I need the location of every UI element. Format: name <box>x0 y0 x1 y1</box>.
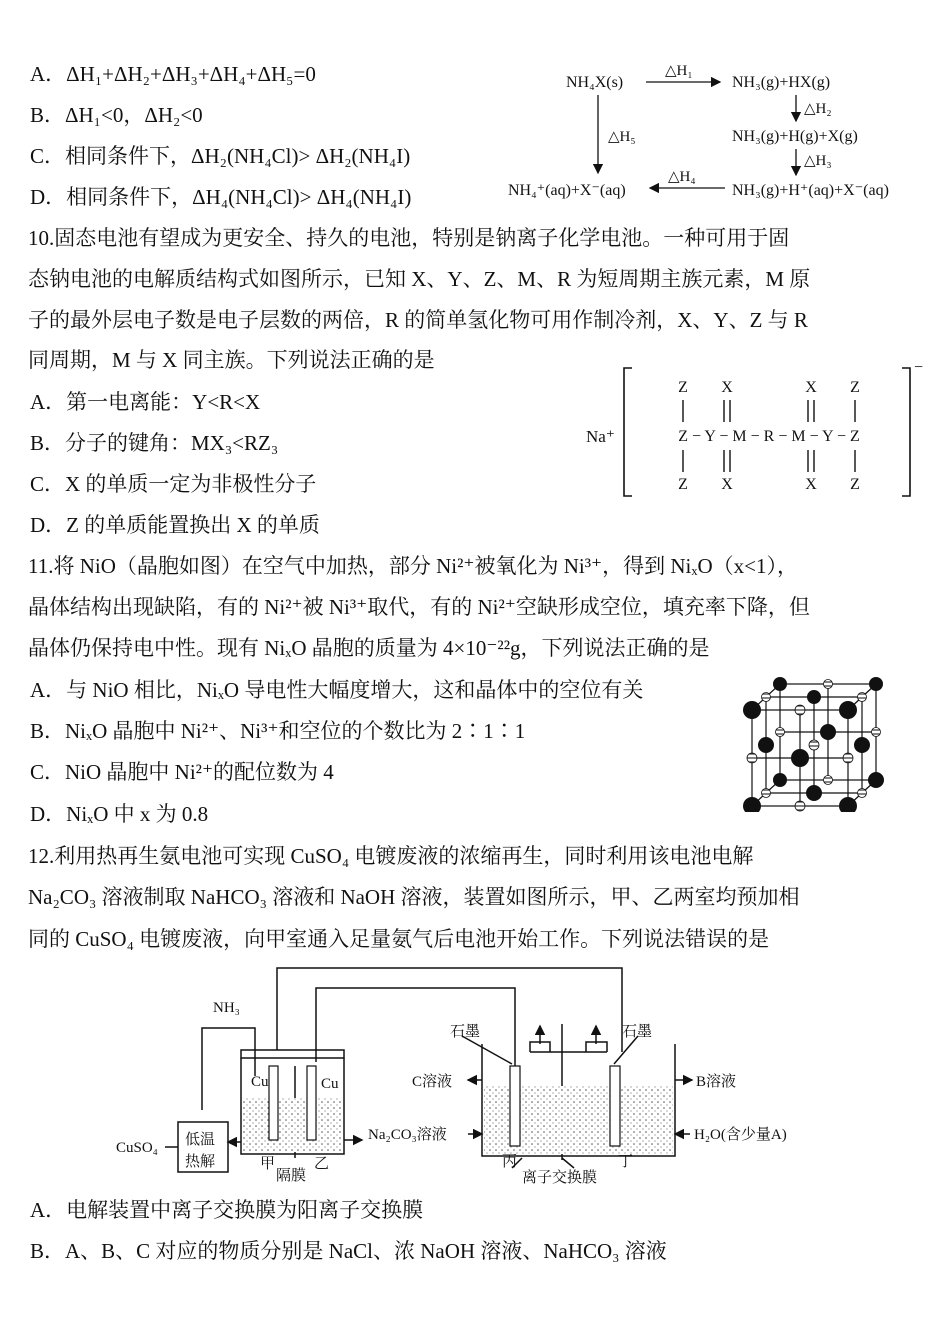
q9-option-d: D．相同条件下，ΔH₄(NH₄Cl)> ΔH₄(NH₄I) <box>30 185 412 209</box>
label-membrane: 隔膜 <box>276 1168 307 1184</box>
q11-option-a: A．与 NiO 相比，NiₓO 导电性大幅度增大，这和晶体中的空位有关 <box>30 678 644 702</box>
q11-option-c: C．NiO 晶胞中 Ni²⁺的配位数为 4 <box>30 760 334 784</box>
label-b-solution: B溶液 <box>696 1074 737 1090</box>
left-bracket <box>624 368 632 496</box>
label-nh3: NH₃ <box>213 1000 240 1016</box>
label-cu-left: Cu <box>251 1074 269 1090</box>
svg-text:X: X <box>805 379 817 396</box>
q12-option-b: B．A、B、C 对应的物质分别是 NaCl、浓 NaOH 溶液、NaHCO₃ 溶液 <box>30 1239 667 1263</box>
label-h3: △H₃ <box>804 153 832 169</box>
svg-text:Z: Z <box>678 476 688 493</box>
q10-option-b: B．分子的键角：MX₃<RZ₃ <box>30 431 279 455</box>
label-ion-exchange-membrane: 离子交换膜 <box>522 1170 598 1186</box>
state-nh3-ions: NH₃(g)+H⁺(aq)+X⁻(aq) <box>732 182 889 199</box>
label-graphite-right: 石墨 <box>622 1024 653 1040</box>
svg-text:Z: Z <box>678 379 688 396</box>
q10-stem-line-1: 10.固态电池有望成为更安全、持久的电池，特别是钠离子化学电池。一种可用于固 <box>28 226 790 250</box>
q12-option-a: A．电解装置中离子交换膜为阳离子交换膜 <box>30 1198 424 1222</box>
q12-stem-line-1: 12.利用热再生氨电池可实现 CuSO₄ 电镀废液的浓缩再生，同时利用该电池电解 <box>28 844 754 868</box>
label-h1: △H₁ <box>665 63 693 79</box>
svg-text:X: X <box>721 379 733 396</box>
right-bracket <box>902 368 910 496</box>
q12-stem-line-2: Na₂CO₃ 溶液制取 NaHCO₃ 溶液和 NaOH 溶液，装置如图所示，甲、乙两室均预加相 <box>28 885 800 909</box>
label-jia: 甲 <box>260 1156 276 1172</box>
q10-stem-line-4: 同周期，M 与 X 同主族。下列说法正确的是 <box>28 348 435 372</box>
nio-unit-cell-diagram <box>742 676 892 812</box>
ammonia-battery-apparatus-diagram <box>110 962 800 1187</box>
q10-stem-line-2: 态钠电池的电解质结构式如图所示，已知 X、Y、Z、M、R 为短周期主族元素，M 原 <box>28 267 811 291</box>
q10-option-a: A．第一电离能：Y<R<X <box>30 390 261 414</box>
label-heat-1: 低温 <box>185 1132 216 1148</box>
state-nh3-h-x: NH₃(g)+H(g)+X(g) <box>732 128 858 145</box>
electrolyte-structure-diagram <box>580 362 930 502</box>
thermochemical-cycle-diagram <box>500 55 920 205</box>
q9-option-b: B．ΔH₁<0，ΔH₂<0 <box>30 103 203 127</box>
state-nh4-aq: NH₄⁺(aq)+X⁻(aq) <box>508 182 626 199</box>
q9-option-a: A．ΔH₁+ΔH₂+ΔH₃+ΔH₄+ΔH₅=0 <box>30 62 316 86</box>
structure-middle-row: Z − Y − M − R − M − Y − Z <box>678 428 860 445</box>
label-graphite-left: 石墨 <box>450 1024 481 1040</box>
label-ding: 丁 <box>618 1154 634 1170</box>
label-bing: 丙 <box>502 1154 518 1170</box>
svg-text:Z: Z <box>850 379 860 396</box>
q9-option-c: C．相同条件下，ΔH₂(NH₄Cl)> ΔH₂(NH₄I) <box>30 144 411 168</box>
svg-text:X: X <box>805 476 817 493</box>
label-heat-2: 热解 <box>185 1154 216 1170</box>
label-h5: △H₅ <box>608 129 636 145</box>
q11-stem-line-2: 晶体结构出现缺陷，有的 Ni²⁺被 Ni³⁺取代，有的 Ni²⁺空缺形成空位，填充率下降，但 <box>28 595 810 619</box>
q11-stem-line-3: 晶体仍保持电中性。现有 NiₓO 晶胞的质量为 4×10⁻²²g，下列说法正确的是 <box>28 636 710 660</box>
svg-text:X: X <box>721 476 733 493</box>
anion-charge: − <box>914 362 924 376</box>
q10-option-c: C．X 的单质一定为非极性分子 <box>30 472 317 496</box>
label-cuso4: CuSO₄ <box>116 1140 158 1156</box>
svg-text:Z: Z <box>850 476 860 493</box>
label-h2: △H₂ <box>804 101 832 117</box>
q11-option-d: D．NiₓO 中 x 为 0.8 <box>30 802 209 826</box>
label-cu-right: Cu <box>321 1076 339 1092</box>
state-nh3-hx: NH₃(g)+HX(g) <box>732 74 831 91</box>
q10-option-d: D．Z 的单质能置换出 X 的单质 <box>30 513 320 537</box>
q11-stem-line-1: 11.将 NiO（晶胞如图）在空气中加热，部分 Ni²⁺被氧化为 Ni³⁺，得到 NiₓO（x<1）， <box>28 554 798 578</box>
label-h4: △H₄ <box>668 169 696 185</box>
label-c-solution: C溶液 <box>412 1074 453 1090</box>
label-water-feed: H₂O(含少量A) <box>694 1127 787 1143</box>
q10-stem-line-3: 子的最外层电子数是电子层数的两倍，R 的简单氢化物可用作制冷剂，X、Y、Z 与 R <box>28 308 808 332</box>
label-yi: 乙 <box>314 1156 330 1172</box>
label-na2co3-solution: Na₂CO₃溶液 <box>368 1127 447 1143</box>
sodium-cation: Na⁺ <box>586 427 615 446</box>
q11-option-b: B．NiₓO 晶胞中 Ni²⁺、Ni³⁺和空位的个数比为 2∶1∶1 <box>30 719 526 743</box>
q12-stem-line-3: 同的 CuSO₄ 电镀废液，向甲室通入足量氨气后电池开始工作。下列说法错误的是 <box>28 927 770 951</box>
state-nh4x-solid: NH₄X(s) <box>566 74 624 91</box>
